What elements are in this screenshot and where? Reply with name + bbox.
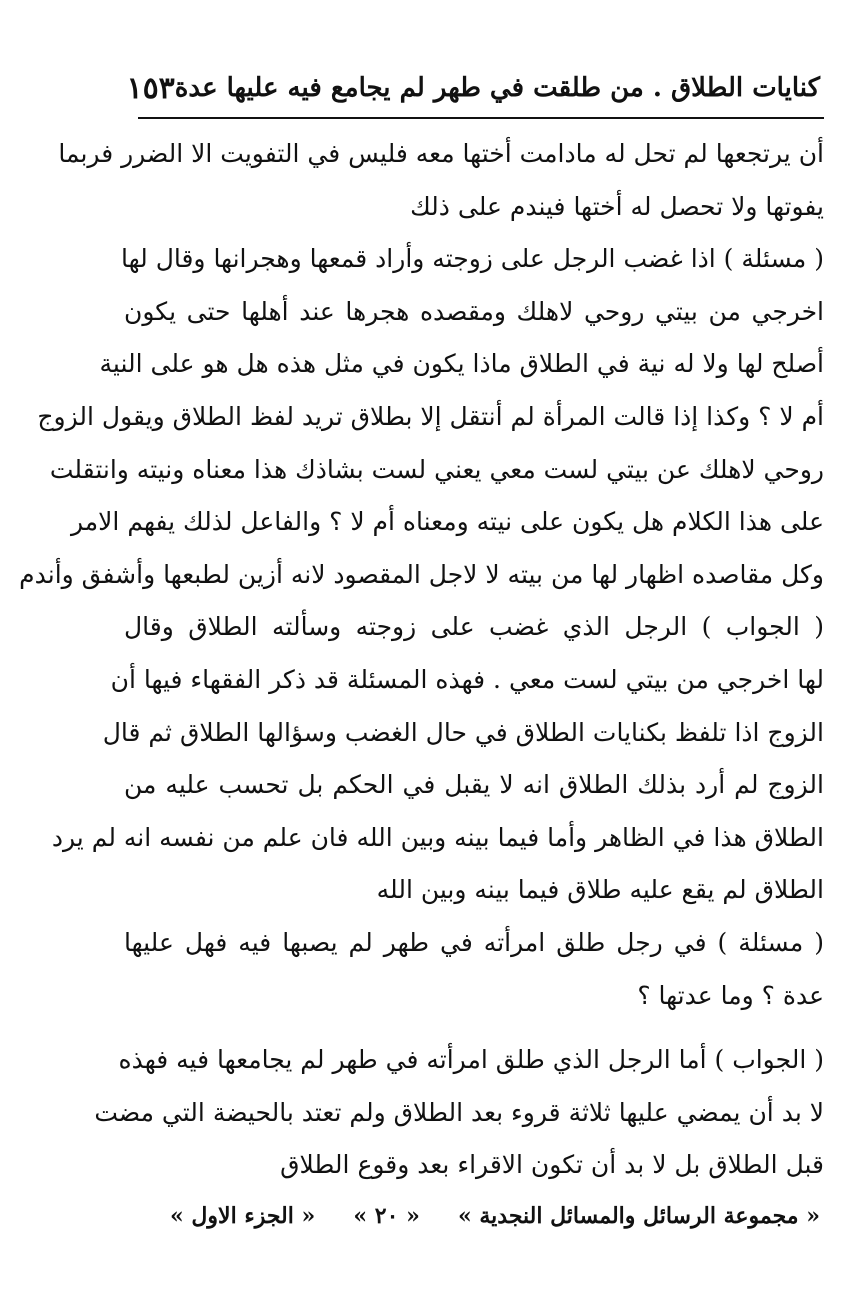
text-line: ( مسئلة ) اذا غضب الرجل على زوجته وأراد قمعها وهجرانها وقال لها — [120, 244, 824, 274]
text-line: أم لا ؟ وكذا إذا قالت المرأة لم أنتقل إلا بطلاق تريد لفظ الطلاق ويقول الزوج — [37, 401, 824, 431]
footer-volume: « الجزء الاول » — [170, 1203, 316, 1229]
text-line: أن يرتجعها لم تحل له مادامت أختها معه فليس في التفويت الا الضرر فربما — [58, 139, 824, 168]
text-line: عدة ؟ وما عدتها ؟ — [637, 980, 824, 1010]
text-line: لها اخرجي من بيتي لست معي . فهذه المسئلة قد ذكر الفقهاء فيها أن — [110, 664, 824, 694]
text-line: على هذا الكلام هل يكون على نيته ومعناه أم لا ؟ والفاعل لذلك يفهم الامر — [70, 507, 824, 537]
page-footer — [170, 1196, 820, 1236]
page-number: ١٥٣ — [126, 70, 175, 106]
text-line: ( الجواب ) أما الرجل الذي طلق امرأته في طهر لم يجامعها فيه فهذه — [118, 1045, 824, 1075]
text-line: قبل الطلاق بل لا بد أن تكون الاقراء بعد وقوع الطلاق — [280, 1150, 824, 1180]
text-line: روحي لاهلك عن بيتي لست معي يعني لست بشاذك هذا معناه ونيته وانتقلت — [49, 454, 824, 484]
text-line: وكل مقاصده اظهار لها من بيته لا لاجل المقصود لانه أزين لطبعها وأشفق وأندم — [19, 559, 824, 589]
text-line: اخرجي من بيتي روحي لاهلك ومقصده هجرها عند أهلها حتى يكون — [124, 296, 824, 326]
footer-signature-mark: « ٢٠ » — [353, 1203, 420, 1229]
text-line: لا بد أن يمضي عليها ثلاثة قروء بعد الطلاق ولم تعتد بالحيضة التي مضت — [94, 1097, 824, 1127]
text-line: الزوج لم أرد بذلك الطلاق انه لا يقبل في الحكم بل تحسب عليه من — [124, 770, 824, 800]
text-line: ( مسئلة ) في رجل طلق امرأته في طهر لم يصبها فيه فهل عليها — [124, 927, 824, 957]
paragraph-gap — [124, 1022, 824, 1034]
page-header — [126, 64, 820, 112]
text-line: الطلاق لم يقع عليه طلاق فيما بينه وبين الله — [376, 875, 824, 905]
running-head-title: كنايات الطلاق . من طلقت في طهر لم يجامع فيه عليها عدة — [174, 73, 820, 103]
text-line: ( الجواب ) الرجل الذي غضب على زوجته وسألته الطلاق وقال — [124, 612, 824, 642]
body-text — [19, 128, 824, 1192]
text-line: الطلاق هذا في الظاهر وأما فيما بينه وبين الله فان علم من نفسه انه لم يرد — [51, 822, 824, 852]
text-line: أصلح لها ولا له نية في الطلاق ماذا يكون في مثل هذه هل هو على النية — [99, 349, 824, 379]
text-line: يفوتها ولا تحصل له أختها فيندم على ذلك — [410, 191, 824, 221]
header-divider — [138, 117, 824, 119]
text-line: الزوج اذا تلفظ بكنايات الطلاق في حال الغضب وسؤالها الطلاق ثم قال — [102, 717, 824, 747]
footer-collection-title: « مجموعة الرسائل والمسائل النجدية » — [457, 1203, 820, 1229]
